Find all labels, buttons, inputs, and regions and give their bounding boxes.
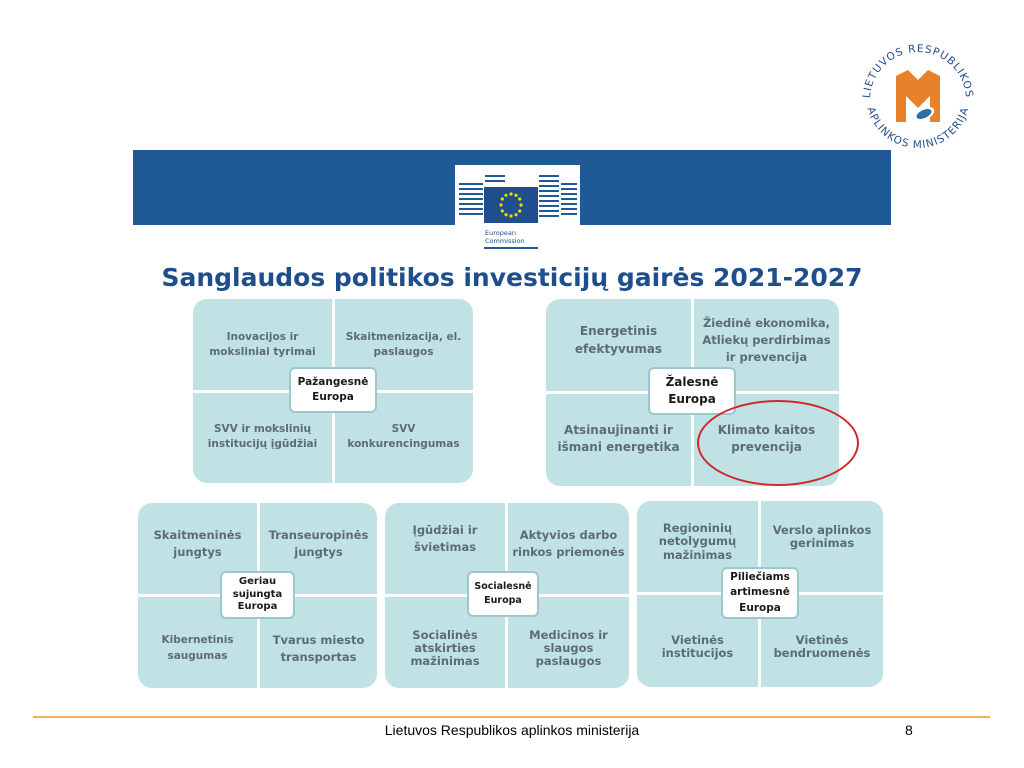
quadrant-cell: Įgūdžiai ir švietimas [412,523,478,554]
seal-text-top: LIETUVOS RESPUBLIKOS [860,42,976,99]
quadrant-connected-europe [138,503,377,688]
quadrant-cell: Skaitmeninės jungtys [153,528,242,559]
quadrant-cell: SVV konkurencingumas [347,422,460,450]
european-commission-logo [455,165,580,253]
quadrant-cell: Vietinės institucijos [661,632,734,660]
quadrant-cell: Regioninių netolygumų mažinimas [658,521,737,562]
footer-divider [33,716,990,718]
ec-building-icon [455,165,580,253]
quadrant-cell: SVV ir mokslinių institucijų įgūdžiai [207,422,318,450]
quadrant-smarter-europe [193,299,473,483]
quadrant-cell: Kibernetinis saugumas [161,634,234,662]
highlight-circle [697,400,859,486]
quadrant-social-europe [385,503,629,688]
quadrant-cell: Energetinis efektyvumas [574,324,663,356]
quadrant-cell: Inovacijos ir moksliniai tyrimai [209,330,316,358]
quadrant-center-label: Piliečiams artimesnė Europa [721,567,799,619]
quadrant-cell: Verslo aplinkos gerinimas [772,522,872,550]
quadrant-center-label: Geriau sujungta Europa [220,571,295,619]
quadrant-cell: Socialinės atskirties mažinimas [410,627,480,669]
seal-text-bottom: APLINKOS MINISTERIJA [864,105,972,152]
quadrant-cell: Medicinos ir slaugos paslaugos [529,627,608,669]
seal-emblem-icon [896,70,940,124]
eu-flag-icon [484,187,538,223]
quadrant-cell: Klimato kaitos prevencija [717,422,816,454]
quadrant-cell: Skaitmenizacija, el. paslaugos [345,330,462,358]
quadrant-citizens-europe [637,501,883,687]
quadrant-cell: Tvarus miesto transportas [272,632,365,664]
page-title: Sanglaudos politikos investicijų gairės 2021-2027 [161,263,863,292]
quadrant-center-label: Žalesnė Europa [648,367,736,415]
quadrant-cell: Žiedinė ekonomika, Atliekų perdirbimas ir prevencija [702,316,831,364]
page-number: 8 [905,722,913,738]
ministry-seal-logo [858,38,978,158]
ec-logo-line2: Commission [485,237,525,245]
quadrant-cell: Vietinės bendruomenės [773,632,871,660]
ec-logo-line1: European [485,229,516,237]
footer-text: Lietuvos Respublikos aplinkos ministerija [384,722,640,738]
quadrant-center-label: Pažangesnė Europa [289,367,377,413]
quadrant-cell: Aktyvios darbo rinkos priemonės [512,528,625,559]
quadrant-cell: Transeuropinės jungtys [268,528,369,559]
quadrant-center-label: Socialesnė Europa [467,571,539,617]
quadrant-cell: Atsinaujinanti ir išmani energetika [557,422,680,454]
